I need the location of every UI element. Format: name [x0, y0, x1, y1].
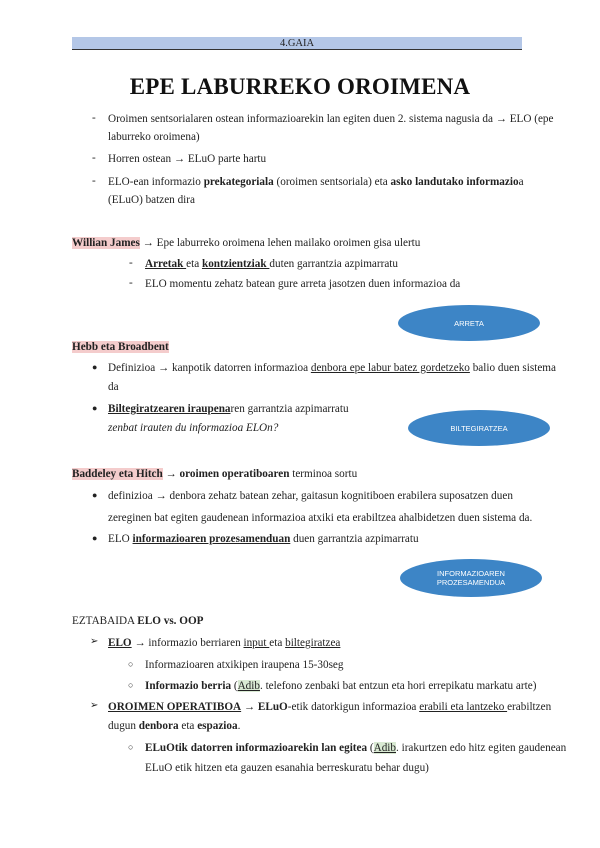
james-name: Willian James [72, 237, 140, 249]
bullet-dash: - [92, 152, 96, 164]
eztabaida-heading: EZTABAIDA ELO vs. OOP [72, 615, 204, 627]
circle-bullet: ○ [128, 659, 134, 669]
oop-line-b: dugun denbora eta espazioa. [108, 720, 241, 732]
bullet-dot: ● [92, 403, 98, 413]
header-bar [72, 37, 522, 50]
page-title: EPE LABURREKO OROIMENA [129, 74, 471, 99]
hebb-name: Hebb eta Broadbent [72, 341, 169, 353]
intro-line-2: Horren ostean → ELuO parte hartu [108, 153, 267, 165]
hebb-def-1: Definizioa → kanpotik datorren informazioa denbora epe labur batez gordetzeko balio duen sistema [108, 362, 556, 374]
hebb-question: zenbat irauten du informazioa ELOn? [108, 422, 279, 434]
james-sub-1: Arretak eta kontzientziak duten garrantzia azpimarratu [145, 258, 398, 270]
oop-sub-1: ELuOtik datorren informazioarekin lan egitea (Adib. irakurtzen edo hitz egiten gaudenean [145, 742, 567, 754]
bullet-dash: - [92, 175, 96, 187]
bullet-dash: - [129, 277, 133, 289]
bullet-dash: - [92, 112, 96, 124]
arreta-shape: ARRETA [398, 305, 540, 341]
circle-bullet: ○ [128, 680, 134, 690]
hebb-def-2: Biltegiratzearen iraupenaren garrantzia azpimarratu [108, 403, 349, 415]
baddeley-def-1: definizioa → denbora zehatz batean zehar, gaitasun kognitiboen erabilera suposatzen duen [108, 490, 513, 502]
elo-sub-1: Informazioaren atxikipen iraupena 15-30seg [145, 659, 344, 671]
baddeley-def-1b: zereginen bat egiten gaudenean informazioa atxiki eta erabiltzea ahalbidetzen duen sistema da. [108, 512, 533, 524]
biltegiratzea-shape: BILTEGIRATZEA [408, 410, 550, 446]
baddeley-def-2: ELO informazioaren prozesamenduan duen garrantzia azpimarratu [108, 533, 419, 545]
intro-line-1: Oroimen sentsorialaren ostean informazioarekin lan egiten duen 2. sistema nagusia da → ELO (epe [108, 113, 554, 125]
intro-line-3: ELO-ean informazio prekategoriala (oroimen sentsoriala) eta asko landutako informazioa [108, 176, 524, 188]
bullet-dot: ● [92, 533, 98, 543]
circle-bullet: ○ [128, 742, 134, 752]
oop-line: OROIMEN OPERATIBOA → ELuO-etik datorkigun informazioa erabili eta lantzeko erabiltzen [108, 701, 552, 713]
bullet-dash: - [129, 257, 133, 269]
james-heading: Willian James → Epe laburreko oroimena lehen mailako oroimen gisa ulertu [72, 237, 421, 249]
hebb-heading [72, 340, 169, 354]
baddeley-heading: Baddeley eta Hitch → oroimen operatiboaren terminoa sortu [72, 468, 358, 480]
hebb-def-1b: da [108, 381, 119, 393]
intro-line-1b: laburreko oroimena) [108, 131, 200, 143]
oop-sub-1b: ELuO etik hitzen eta gauzen esanahia berreskuratu behar dugu) [145, 762, 429, 774]
james-sub-2: ELO momentu zehatz batean gure arreta jasotzen duen informazioa da [145, 278, 461, 290]
elo-line: ELO → informazio berriaren input eta biltegiratzea [108, 637, 341, 649]
arrow-bullet: ➢ [90, 636, 99, 647]
bullet-dot: ● [92, 362, 98, 372]
intro-line-3b: (ELuO) batzen dira [108, 194, 195, 206]
header-text: 4.GAIA [279, 38, 315, 49]
elo-sub-2: Informazio berria (Adib. telefono zenbaki bat entzun eta hori errepikatu markatu arte) [145, 680, 537, 692]
informazioaren-prozesamendua-shape: INFORMAZIOAREN PROZESAMENDUA [400, 559, 542, 597]
bullet-dot: ● [92, 490, 98, 500]
arrow-bullet: ➢ [90, 700, 99, 711]
baddeley-name: Baddeley eta Hitch [72, 468, 163, 480]
